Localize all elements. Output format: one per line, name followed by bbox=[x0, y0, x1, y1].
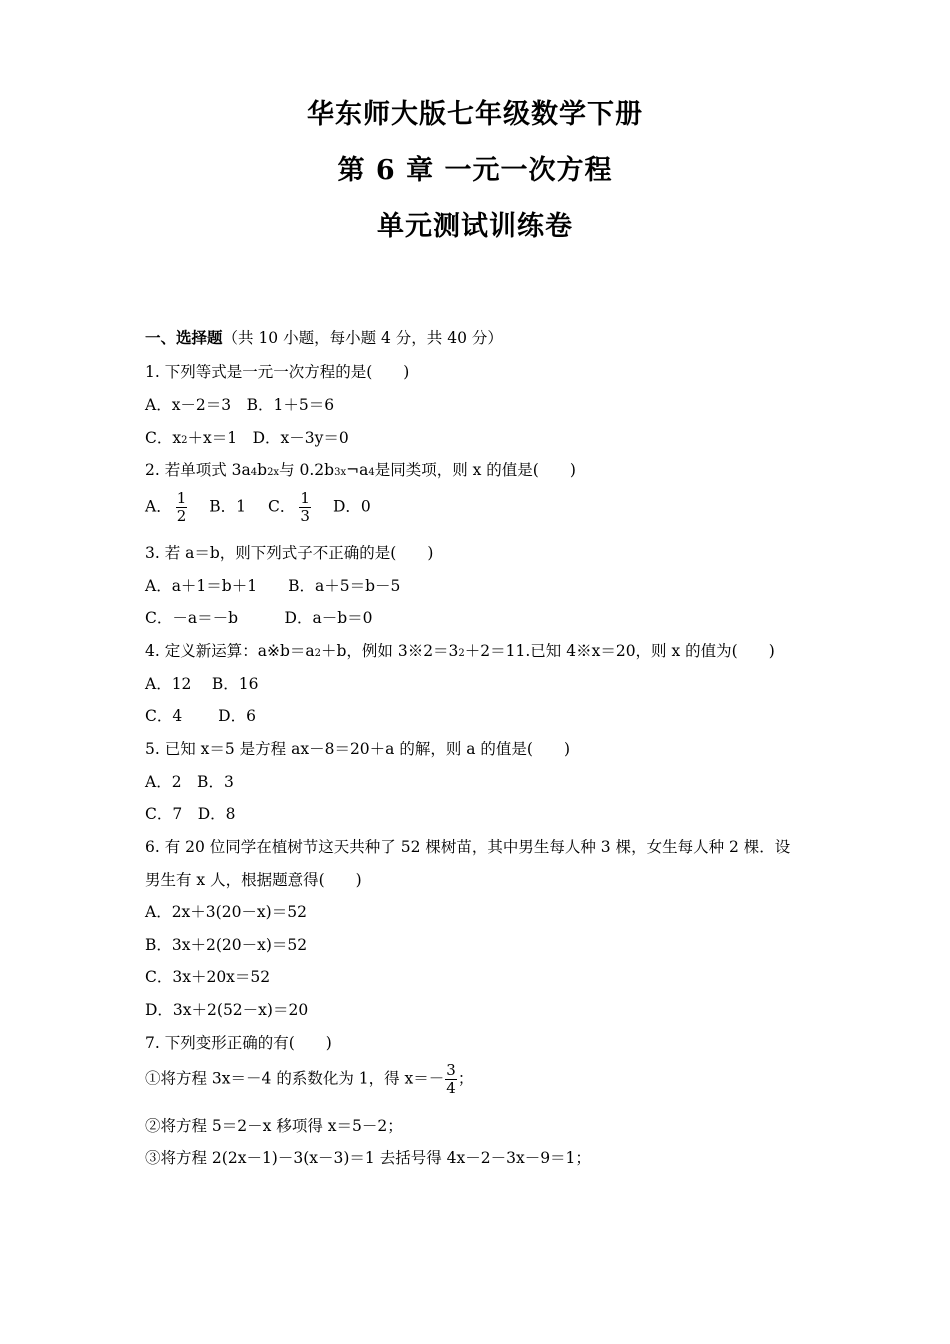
question-6-stem-line-1: 6. 有 20 位同学在植树节这天共种了 52 棵树苗，其中男生每人种 3 棵，女生每人种 2 棵．设 bbox=[145, 838, 791, 856]
question-1-options-ab: A．x－2＝3 B．1＋5＝6 bbox=[145, 396, 335, 414]
q4-part: ＋b，例如 3※2＝3 bbox=[320, 642, 459, 660]
q2-option-d: D．0 bbox=[332, 497, 371, 516]
q2-part: 与 0.2b bbox=[279, 461, 335, 479]
q2-part: 2. 若单项式 3a bbox=[145, 461, 251, 479]
q4-part: 4. 定义新运算：a※b＝a bbox=[145, 642, 315, 660]
q4-part: ＋2＝11.已知 4※x＝20，则 x 的值为( ) bbox=[464, 642, 775, 660]
question-3-options-ab: A．a＋1＝b＋1 B．a＋5＝b－5 bbox=[145, 577, 401, 595]
question-6-option-d: D．3x＋2(52－x)＝20 bbox=[145, 1001, 309, 1019]
fraction-numerator: 1 bbox=[176, 489, 187, 507]
question-5-stem: 5. 已知 x＝5 是方程 ax－8＝20＋a 的解，则 a 的值是( ) bbox=[145, 740, 571, 758]
q7-item-1-fraction bbox=[445, 1062, 457, 1097]
question-4-stem bbox=[145, 639, 775, 661]
q2-exp: 4 bbox=[250, 467, 258, 478]
q2-option-c-fraction bbox=[299, 490, 311, 525]
question-6-option-c: C．3x＋20x＝52 bbox=[145, 968, 271, 986]
q2-part: 是同类项，则 x 的值是( ) bbox=[374, 461, 576, 479]
question-1-options-cd bbox=[145, 426, 349, 448]
section-note: （共 10 小题，每小题 4 分，共 40 分） bbox=[222, 329, 503, 347]
q2-exp: 2x bbox=[267, 467, 280, 478]
question-4-options-ab: A．12 B．16 bbox=[145, 675, 259, 693]
q4-exp: 2 bbox=[314, 648, 321, 659]
question-5-options-ab: A．2 B．3 bbox=[145, 773, 234, 791]
q2-option-a-label: A． bbox=[145, 497, 172, 516]
document-title: 华东师大版七年级数学下册 bbox=[307, 99, 643, 130]
q2-option-a-fraction bbox=[176, 490, 188, 525]
q1-c-exponent: 2 bbox=[181, 435, 188, 446]
question-7-item-2: ②将方程 5＝2－x 移项得 x＝5－2； bbox=[145, 1117, 403, 1135]
test-title: 单元测试训练卷 bbox=[377, 211, 573, 242]
question-6-option-a: A．2x＋3(20－x)＝52 bbox=[145, 903, 307, 921]
fraction-numerator: 1 bbox=[300, 489, 310, 507]
section-heading bbox=[145, 326, 503, 348]
fraction-denominator: 4 bbox=[446, 1079, 456, 1097]
q4-exp: 2 bbox=[458, 648, 465, 659]
q7-item-1-end: ； bbox=[457, 1069, 474, 1088]
q1-c-text: C．x bbox=[145, 429, 182, 447]
fraction-denominator: 2 bbox=[176, 507, 187, 525]
question-7-item-1 bbox=[145, 1062, 473, 1097]
question-5-options-cd: C．7 D．8 bbox=[145, 805, 236, 823]
q2-part: b bbox=[257, 461, 268, 479]
question-3-stem: 3. 若 a＝b，则下列式子不正确的是( ) bbox=[145, 544, 434, 562]
question-2-stem bbox=[145, 458, 576, 480]
q2-part: ¬a bbox=[346, 461, 369, 479]
question-2-options bbox=[145, 490, 371, 525]
chapter-title: 第 6 章 一元一次方程 bbox=[337, 155, 613, 186]
question-6-option-b: B．3x＋2(20－x)＝52 bbox=[145, 936, 308, 954]
section-label: 一、选择题 bbox=[145, 328, 223, 347]
q2-exp: 4 bbox=[368, 467, 375, 478]
q1-cd-text: ＋x＝1 D．x－3y＝0 bbox=[187, 429, 349, 447]
question-7-stem: 7. 下列变形正确的有( ) bbox=[145, 1034, 332, 1052]
fraction-denominator: 3 bbox=[300, 507, 310, 525]
question-6-stem-line-2: 男生有 x 人，根据题意得( ) bbox=[145, 871, 362, 889]
q2-exp: 3x bbox=[334, 467, 347, 478]
q7-item-1-text: ①将方程 3x＝－4 的系数化为 1，得 x＝－ bbox=[145, 1069, 445, 1088]
q2-option-c-label: C． bbox=[268, 497, 296, 516]
fraction-numerator: 3 bbox=[446, 1061, 456, 1079]
question-7-item-3: ③将方程 2(2x－1)－3(x－3)＝1 去括号得 4x－2－3x－9＝1； bbox=[145, 1149, 591, 1167]
question-1-stem: 1. 下列等式是一元一次方程的是( ) bbox=[145, 363, 410, 381]
question-3-options-cd: C．－a＝－b D．a－b＝0 bbox=[145, 609, 373, 627]
question-4-options-cd: C．4 D．6 bbox=[145, 707, 256, 725]
q2-option-b: B．1 bbox=[209, 497, 247, 516]
